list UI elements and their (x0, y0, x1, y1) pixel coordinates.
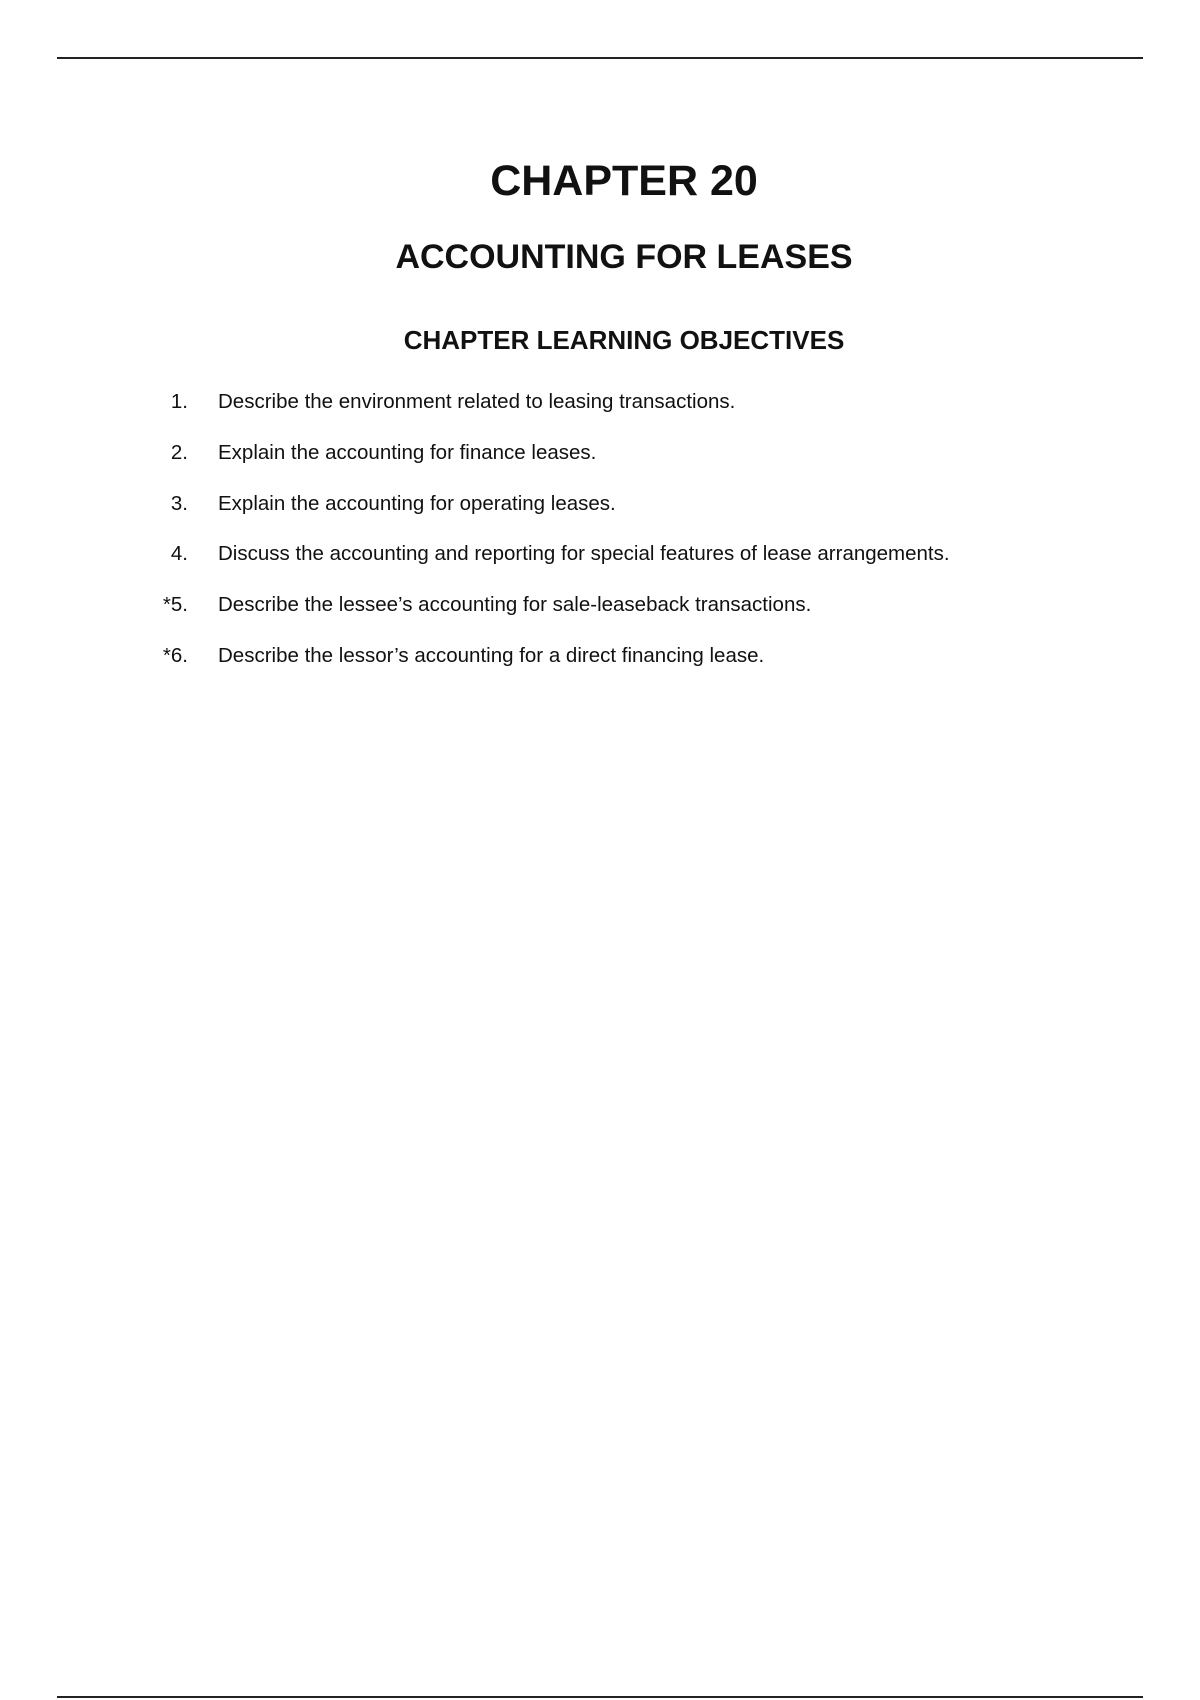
objective-number: 3. (170, 491, 188, 515)
chapter-subtitle: ACCOUNTING FOR LEASES (395, 238, 853, 276)
top-rule (57, 57, 1143, 59)
objective-item (0, 489, 1200, 540)
objective-number: *5. (162, 593, 188, 617)
chapter-title: CHAPTER 20 (490, 157, 758, 205)
objective-item (0, 590, 1200, 641)
objective-item (0, 438, 1200, 489)
objective-number: 2. (170, 440, 188, 464)
bottom-rule (57, 1696, 1143, 1698)
objective-item (0, 539, 1200, 590)
objectives-list (0, 387, 1200, 692)
objective-text: Discuss the accounting and reporting for special features of lease arrangements. (218, 542, 950, 566)
objective-text: Explain the accounting for operating leases. (218, 491, 616, 515)
objective-number: *6. (162, 643, 188, 667)
objective-text: Explain the accounting for finance leases. (218, 440, 597, 464)
objective-number: 4. (170, 542, 188, 566)
objective-text: Describe the environment related to leasing transactions. (218, 390, 736, 413)
objective-text: Describe the lessee’s accounting for sale-leaseback transactions. (218, 593, 812, 617)
objectives-heading: CHAPTER LEARNING OBJECTIVES (403, 325, 845, 355)
objective-number: 1. (170, 390, 188, 413)
objective-text: Describe the lessor’s accounting for a direct financing lease. (218, 643, 765, 667)
objective-item (0, 641, 1200, 692)
objective-item (0, 387, 1200, 438)
